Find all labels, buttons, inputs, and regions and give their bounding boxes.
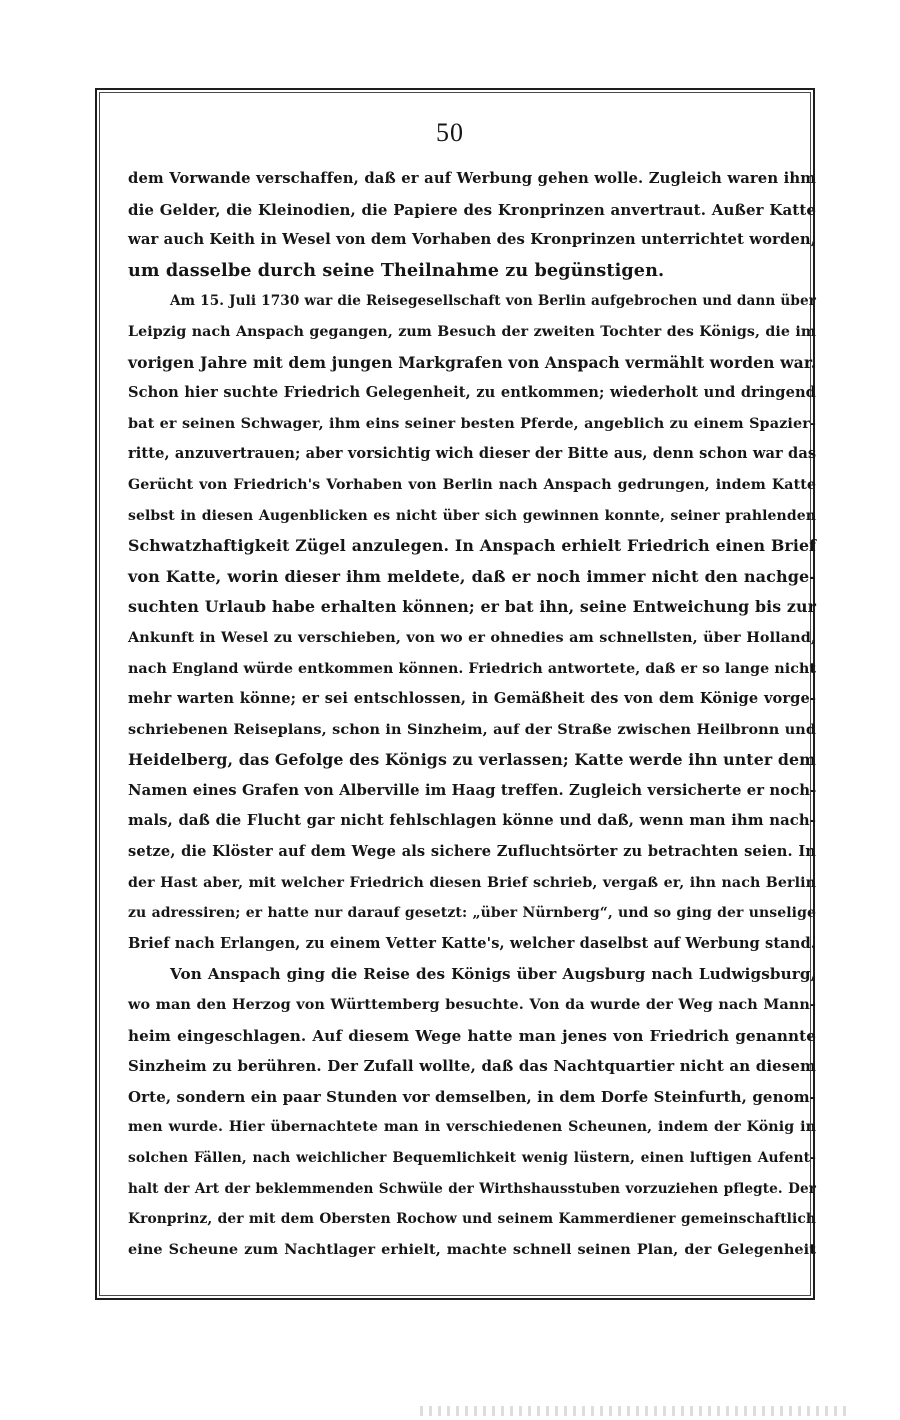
text-line: suchten Urlaub habe erhalten können; er bat ihn, seine Entweichung bis zur: [128, 597, 816, 617]
body-text: [128, 164, 816, 1265]
text-line: zu adressiren; er hatte nur darauf gesetzt: „über Nürnberg“, und so ging der unselige: [128, 905, 816, 922]
text-line: men wurde. Hier übernachtete man in verschiedenen Scheunen, indem der König in: [128, 1119, 816, 1136]
text-line: Sinzheim zu berühren. Der Zufall wollte, daß das Nachtquartier nicht an diesem: [128, 1057, 816, 1076]
text-line: vorigen Jahre mit dem jungen Markgrafen von Anspach vermählt worden war.: [128, 352, 817, 372]
text-line: Von Anspach ging die Reise des Königs über Augsburg nach Ludwigsburg,: [170, 965, 816, 984]
text-line: ritte, anzuvertrauen; aber vorsichtig wich dieser der Bitte aus, denn schon war das: [128, 445, 817, 463]
text-line: Gerücht von Friedrich's Vorhaben von Berlin nach Anspach gedrungen, indem Katte: [128, 476, 816, 493]
text-line: der Hast aber, mit welcher Friedrich diesen Brief schrieb, vergaß er, ihn nach Berlin: [128, 874, 816, 891]
text-line: halt der Art der beklemmenden Schwüle der Wirthshausstuben vorzuziehen pflegte. Der: [128, 1180, 816, 1197]
page-number: 50: [436, 118, 464, 147]
text-line: von Katte, worin dieser ihm meldete, daß er noch immer nicht den nachge-: [128, 566, 816, 586]
text-line: Leipzig nach Anspach gegangen, zum Besuch der zweiten Tochter des Königs, die im: [128, 323, 816, 340]
text-line: nach England würde entkommen können. Friedrich antwortete, daß er so lange nicht: [128, 660, 817, 677]
text-line: dem Vorwande verschaffen, daß er auf Werbung gehen wolle. Zugleich waren ihm: [128, 170, 816, 187]
text-line: bat er seinen Schwager, ihm eins seiner besten Pferde, angeblich zu einem Spazier-: [128, 414, 816, 432]
text-line: wo man den Herzog von Württemberg besuchte. Von da wurde der Weg nach Mann-: [128, 996, 816, 1014]
text-line: die Gelder, die Kleinodien, die Papiere des Kronprinzen anvertraut. Außer Katte: [128, 200, 816, 219]
text-line: eine Scheune zum Nachtlager erhielt, machte schnell seinen Plan, der Gelegenheit: [128, 1240, 816, 1258]
text-line: Brief nach Erlangen, zu einem Vetter Katte's, welcher daselbst auf Werbung stand.: [128, 934, 816, 952]
text-line: setze, die Klöster auf dem Wege als sichere Zufluchtsörter zu betrachten seien. In: [128, 843, 816, 861]
text-line: Schwatzhaftigkeit Zügel anzulegen. In Anspach erhielt Friedrich einen Brief: [128, 536, 816, 556]
text-line: heim eingeschlagen. Auf diesem Wege hatte man jenes von Friedrich genannte: [128, 1026, 816, 1045]
scan-artifact: [420, 1406, 850, 1416]
text-line: Schon hier suchte Friedrich Gelegenheit, zu entkommen; wiederholt und dringend: [128, 384, 816, 402]
text-line: mals, daß die Flucht gar nicht fehlschlagen könne und daß, wenn man ihm nach-: [128, 812, 816, 830]
text-line: war auch Keith in Wesel von dem Vorhaben des Kronprinzen unterrichtet worden,: [128, 231, 817, 249]
text-line: um dasselbe durch seine Theilnahme zu begünstigen.: [128, 259, 665, 281]
text-line: mehr warten könne; er sei entschlossen, in Gemäßheit des von dem Könige vorge-: [128, 690, 816, 708]
text-line: solchen Fällen, nach weichlicher Bequemlichkeit wenig lüstern, einen luftigen Aufent-: [128, 1150, 816, 1166]
text-line: Am 15. Juli 1730 war die Reisegesellschaft von Berlin aufgebrochen und dann über: [170, 293, 816, 310]
text-line: selbst in diesen Augenblicken es nicht über sich gewinnen konnte, seiner prahlenden: [128, 507, 816, 524]
text-line: Ankunft in Wesel zu verschieben, von wo er ohnedies am schnellsten, über Holland,: [128, 628, 816, 646]
text-line: Heidelberg, das Gefolge des Königs zu verlassen; Katte werde ihn unter dem: [128, 750, 816, 770]
text-line: Namen eines Grafen von Alberville im Haag treffen. Zugleich versicherte er noch-: [128, 781, 817, 799]
text-line: Orte, sondern ein paar Stunden vor demselben, in dem Dorfe Steinfurth, genom-: [128, 1087, 816, 1106]
text-line: schriebenen Reiseplans, schon in Sinzheim, auf der Straße zwischen Heilbronn und: [128, 720, 816, 738]
text-line: Kronprinz, der mit dem Obersten Rochow und seinem Kammerdiener gemeinschaftlich: [128, 1211, 816, 1228]
